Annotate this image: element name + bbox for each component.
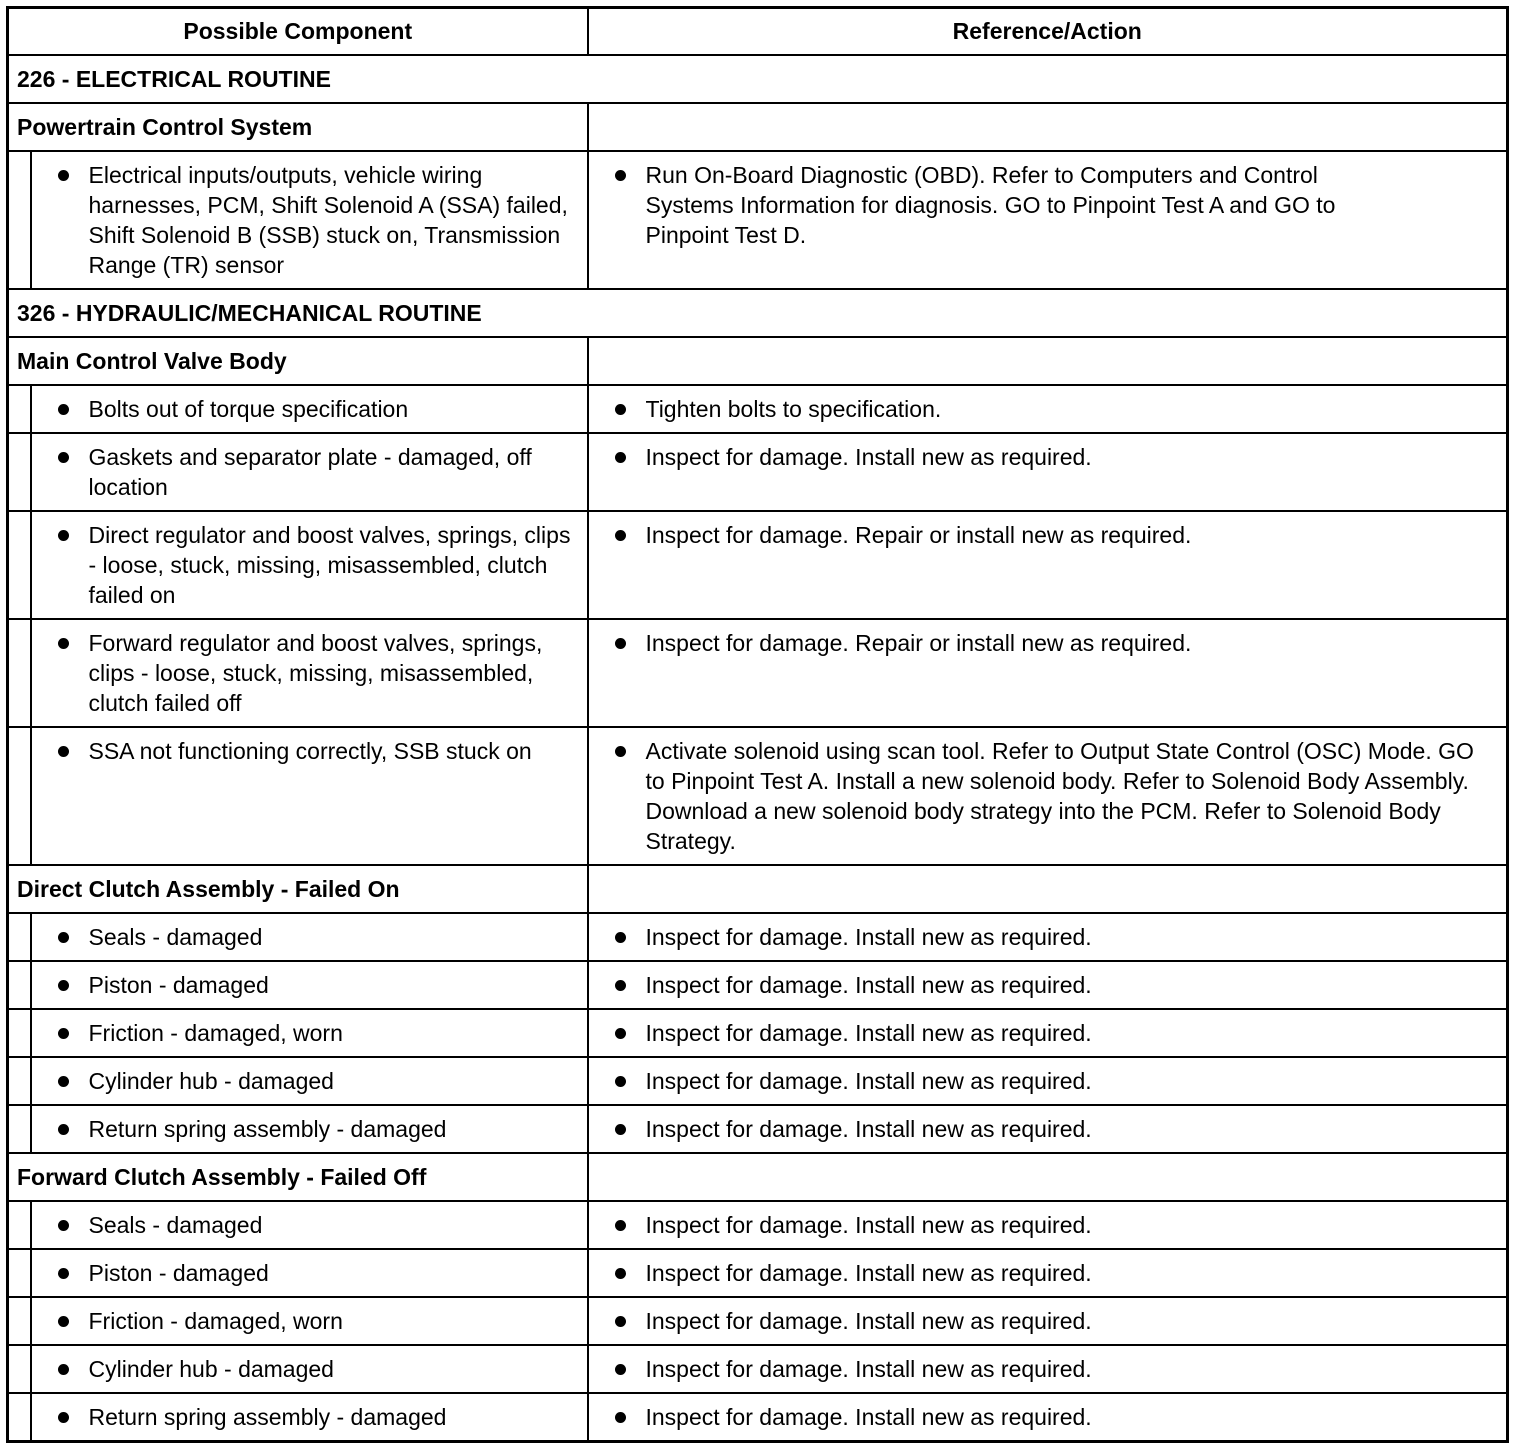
bullet-icon	[615, 1364, 626, 1375]
action-cell	[588, 1297, 1508, 1345]
component-text: Return spring assembly - damaged	[88, 1404, 447, 1430]
bullet-icon	[58, 530, 69, 541]
action-text: Inspect for damage. Install new as required.	[645, 972, 1092, 998]
action-cell	[588, 433, 1508, 511]
action-cell	[588, 1009, 1508, 1057]
component-text: Piston - damaged	[88, 972, 269, 998]
pcs-title: Powertrain Control System	[8, 103, 588, 151]
component-cell	[31, 1297, 588, 1345]
table-row	[8, 1009, 1508, 1057]
component-cell	[31, 727, 588, 865]
indent-cell	[8, 1009, 31, 1057]
action-text: Inspect for damage. Install new as required.	[645, 1308, 1092, 1334]
action-text: Activate solenoid using scan tool. Refer to Output State Control (OSC) Mode. GO to Pinpoint Test A. Install a new solenoid body. Refer to Solenoid Body Assembly. Download a new solenoid body strategy into the PCM. Refer to Solenoid Body Strategy.	[645, 738, 1474, 854]
component-cell	[31, 1105, 588, 1153]
table-row	[8, 727, 1508, 865]
indent-cell	[8, 961, 31, 1009]
bullet-icon	[58, 1220, 69, 1231]
component-cell	[31, 1009, 588, 1057]
action-cell	[588, 1057, 1508, 1105]
bullet-icon	[58, 1364, 69, 1375]
dca-title: Direct Clutch Assembly - Failed On	[8, 865, 588, 913]
component-group-row	[8, 337, 1508, 385]
bullet-icon	[58, 1412, 69, 1423]
indent-cell	[8, 727, 31, 865]
bullet-icon	[615, 452, 626, 463]
component-cell	[31, 961, 588, 1009]
routine-row	[8, 55, 1508, 103]
action-text: Inspect for damage. Install new as required.	[645, 924, 1092, 950]
component-cell	[31, 1057, 588, 1105]
action-text: Tighten bolts to specification.	[645, 396, 942, 422]
action-cell	[588, 151, 1508, 289]
component-cell	[31, 151, 588, 289]
possible-component-header: Possible Component	[8, 8, 588, 56]
action-text: Inspect for damage. Install new as required.	[645, 1404, 1092, 1430]
table-row	[8, 1249, 1508, 1297]
component-group-row	[8, 865, 1508, 913]
action-text: Inspect for damage. Repair or install new as required.	[645, 522, 1192, 548]
bullet-icon	[58, 452, 69, 463]
component-cell	[31, 1201, 588, 1249]
table-row	[8, 1393, 1508, 1442]
action-text: Inspect for damage. Install new as required.	[645, 1212, 1092, 1238]
action-cell	[588, 1249, 1508, 1297]
bullet-icon	[58, 1124, 69, 1135]
indent-cell	[8, 1105, 31, 1153]
empty-cell	[588, 865, 1508, 913]
indent-cell	[8, 1057, 31, 1105]
component-text: Direct regulator and boost valves, springs, clips - loose, stuck, missing, misassembled, clutch failed on	[88, 522, 571, 608]
bullet-icon	[58, 1316, 69, 1327]
bullet-icon	[58, 746, 69, 757]
component-cell	[31, 1345, 588, 1393]
component-group-row	[8, 103, 1508, 151]
action-cell	[588, 913, 1508, 961]
component-text: Friction - damaged, worn	[88, 1020, 343, 1046]
bullet-icon	[58, 638, 69, 649]
action-cell	[588, 1345, 1508, 1393]
action-text: Inspect for damage. Install new as required.	[645, 444, 1092, 470]
component-text: Cylinder hub - damaged	[88, 1356, 334, 1382]
component-cell	[31, 1249, 588, 1297]
action-cell	[588, 1201, 1508, 1249]
component-text: Seals - damaged	[88, 924, 263, 950]
action-text: Inspect for damage. Repair or install new as required.	[645, 630, 1192, 656]
empty-cell	[588, 1153, 1508, 1201]
table-row	[8, 1105, 1508, 1153]
indent-cell	[8, 913, 31, 961]
action-cell	[588, 727, 1508, 865]
bullet-icon	[615, 1316, 626, 1327]
indent-cell	[8, 1201, 31, 1249]
bullet-icon	[615, 1076, 626, 1087]
table-row	[8, 619, 1508, 727]
component-text: Gaskets and separator plate - damaged, off location	[88, 444, 532, 500]
component-text: Electrical inputs/outputs, vehicle wiring harnesses, PCM, Shift Solenoid A (SSA) failed, Shift Solenoid B (SSB) stuck on, Transmission Range (TR) sensor	[88, 162, 568, 278]
bullet-icon	[58, 932, 69, 943]
component-cell	[31, 619, 588, 727]
component-cell	[31, 913, 588, 961]
component-text: Friction - damaged, worn	[88, 1308, 343, 1334]
component-group-row	[8, 1153, 1508, 1201]
table-row	[8, 1297, 1508, 1345]
component-text: Seals - damaged	[88, 1212, 263, 1238]
component-text: Piston - damaged	[88, 1260, 269, 1286]
action-cell	[588, 961, 1508, 1009]
empty-cell	[588, 103, 1508, 151]
indent-cell	[8, 511, 31, 619]
indent-cell	[8, 433, 31, 511]
action-text: Inspect for damage. Install new as required.	[645, 1020, 1092, 1046]
component-text: SSA not functioning correctly, SSB stuck on	[88, 738, 532, 764]
bullet-icon	[615, 746, 626, 757]
routine-row	[8, 289, 1508, 337]
mcvb-title: Main Control Valve Body	[8, 337, 588, 385]
table-row	[8, 913, 1508, 961]
bullet-icon	[58, 170, 69, 181]
table-row	[8, 961, 1508, 1009]
indent-cell	[8, 619, 31, 727]
action-cell	[588, 1393, 1508, 1442]
bullet-icon	[615, 404, 626, 415]
table-row	[8, 511, 1508, 619]
reference-action-header: Reference/Action	[588, 8, 1508, 56]
fca-title: Forward Clutch Assembly - Failed Off	[8, 1153, 588, 1201]
bullet-icon	[615, 980, 626, 991]
bullet-icon	[615, 1412, 626, 1423]
table-row	[8, 151, 1508, 289]
action-cell	[588, 385, 1508, 433]
action-cell	[588, 1105, 1508, 1153]
bullet-icon	[615, 1220, 626, 1231]
table-row	[8, 1345, 1508, 1393]
table-row	[8, 385, 1508, 433]
bullet-icon	[615, 932, 626, 943]
diagnosis-table	[6, 6, 1509, 1443]
component-text: Forward regulator and boost valves, springs, clips - loose, stuck, missing, misassembled, clutch failed off	[88, 630, 543, 716]
action-text: Inspect for damage. Install new as required.	[645, 1068, 1092, 1094]
bullet-icon	[58, 1268, 69, 1279]
empty-cell	[588, 337, 1508, 385]
bullet-icon	[58, 1028, 69, 1039]
action-text: Inspect for damage. Install new as required.	[645, 1356, 1092, 1382]
bullet-icon	[615, 638, 626, 649]
component-cell	[31, 1393, 588, 1442]
action-text: Inspect for damage. Install new as required.	[645, 1260, 1092, 1286]
action-cell	[588, 619, 1508, 727]
routine-226-title: 226 - ELECTRICAL ROUTINE	[8, 55, 1508, 103]
action-text: Inspect for damage. Install new as required.	[645, 1116, 1092, 1142]
action-cell	[588, 511, 1508, 619]
indent-cell	[8, 1297, 31, 1345]
indent-cell	[8, 151, 31, 289]
bullet-icon	[615, 170, 626, 181]
table-row	[8, 1201, 1508, 1249]
routine-326-title: 326 - HYDRAULIC/MECHANICAL ROUTINE	[8, 289, 1508, 337]
indent-cell	[8, 1249, 31, 1297]
bullet-icon	[615, 1124, 626, 1135]
indent-cell	[8, 385, 31, 433]
bullet-icon	[615, 1268, 626, 1279]
component-cell	[31, 511, 588, 619]
bullet-icon	[615, 530, 626, 541]
component-text: Return spring assembly - damaged	[88, 1116, 447, 1142]
component-text: Bolts out of torque specification	[88, 396, 409, 422]
bullet-icon	[615, 1028, 626, 1039]
table-row	[8, 433, 1508, 511]
table-row	[8, 1057, 1508, 1105]
action-text: Run On-Board Diagnostic (OBD). Refer to Computers and Control Systems Information for diagnosis. GO to Pinpoint Test A and GO to Pinpoint Test D.	[645, 162, 1336, 248]
bullet-icon	[58, 1076, 69, 1087]
component-text: Cylinder hub - damaged	[88, 1068, 334, 1094]
component-cell	[31, 433, 588, 511]
bullet-icon	[58, 404, 69, 415]
component-cell	[31, 385, 588, 433]
header-row	[8, 8, 1508, 56]
indent-cell	[8, 1393, 31, 1442]
bullet-icon	[58, 980, 69, 991]
indent-cell	[8, 1345, 31, 1393]
